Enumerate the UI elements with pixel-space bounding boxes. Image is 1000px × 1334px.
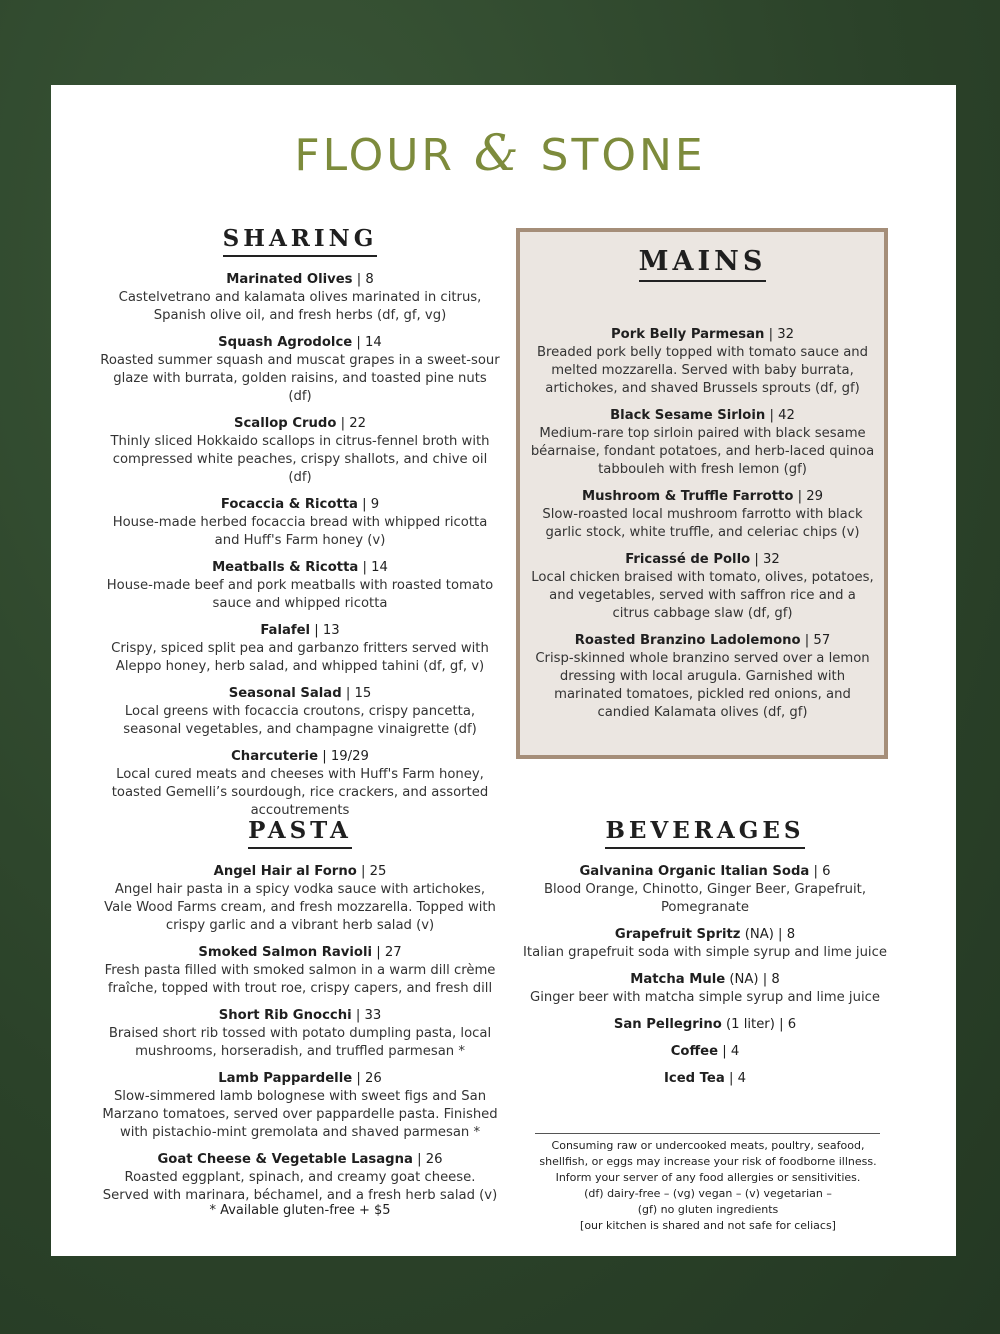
item-price: | 9: [357, 497, 380, 512]
item-price: | 32: [764, 327, 794, 342]
item-price: | 15: [341, 686, 372, 701]
item-description: Local greens with focaccia croutons, crispy pancetta, seasonal vegetables, and champagne vinaigrette (df): [123, 704, 477, 737]
item-price: | 26: [412, 1152, 443, 1167]
item-price: | 32: [750, 552, 780, 567]
item-price: (1 liter) | 6: [721, 1017, 797, 1032]
menu-item: [100, 334, 500, 406]
menu-item: [530, 488, 875, 542]
item-price: (NA) | 8: [740, 927, 796, 942]
item-price: | 8: [352, 272, 374, 287]
item-description: Medium-rare top sirloin paired with black sesame béarnaise, fondant potatoes, and herb-laced quinoa tabbouleh with fresh lemon (gf): [530, 426, 875, 477]
menu-item: [530, 632, 875, 722]
item-name: Short Rib Gnocchi: [218, 1008, 352, 1023]
item-name: Pork Belly Parmesan: [611, 327, 765, 342]
item-name: Galvanina Organic Italian Soda: [579, 864, 810, 879]
item-name: Iced Tea: [663, 1071, 725, 1086]
item-name: Lamb Pappardelle: [218, 1071, 353, 1086]
footnote-divider: [535, 1133, 880, 1134]
menu-item: [100, 271, 500, 325]
item-description: Braised short rib tossed with potato dumpling pasta, local mushrooms, horseradish, and truffled parmesan *: [108, 1026, 492, 1059]
kitchen-note: [our kitchen is shared and not safe for celiacs]: [580, 1219, 836, 1232]
menu-item: [100, 1151, 500, 1205]
logo-word-1: FLOUR: [294, 130, 455, 181]
section-title: BEVERAGES: [605, 817, 804, 849]
item-price: | 14: [358, 560, 388, 575]
item-description: Castelvetrano and kalamata olives marinated in citrus, Spanish olive oil, and fresh herbs (df, gf, vg): [118, 290, 482, 323]
item-name: Falafel: [260, 623, 311, 638]
item-price: | 19/29: [318, 749, 369, 764]
item-name: San Pellegrino: [613, 1017, 722, 1032]
item-description: Roasted eggplant, spinach, and creamy goat cheese. Served with marinara, béchamel, and a fresh herb salad (v): [102, 1170, 498, 1203]
item-name: Meatballs & Ricotta: [212, 560, 359, 575]
disclaimer-line: Inform your server of any food allergies or sensitivities.: [555, 1171, 861, 1184]
item-description: Crispy, spiced split pea and garbanzo fritters served with Aleppo honey, herb salad, and whipped tahini (df, gf, v): [111, 641, 489, 674]
item-description: Local chicken braised with tomato, olives, potatoes, and vegetables, served with saffron rice and a citrus cabbage slaw (df, gf): [531, 570, 874, 621]
item-description: Crisp-skinned whole branzino served over a lemon dressing with local arugula. Garnished with marinated tomatoes, pickled red onions, and candied Kalamata olives (df, gf): [535, 651, 870, 720]
item-name: Goat Cheese & Vegetable Lasagna: [157, 1152, 413, 1167]
item-name: Roasted Branzino Ladolemono: [574, 633, 801, 648]
item-price: | 27: [372, 945, 402, 960]
menu-item: [100, 748, 500, 820]
item-description: Fresh pasta filled with smoked salmon in a warm dill crème fraîche, topped with trout roe, crispy capers, and fresh dill: [104, 963, 496, 996]
item-price: | 6: [809, 864, 831, 879]
item-description: Local cured meats and cheeses with Huff's Farm honey, toasted Gemelli’s sourdough, rice crackers, and assorted accoutrements: [111, 767, 489, 818]
item-price: | 14: [352, 335, 382, 350]
logo-word-2: STONE: [540, 130, 706, 181]
item-price: | 25: [356, 864, 387, 879]
section-mains: [530, 246, 875, 731]
disclaimer-line: Consuming raw or undercooked meats, poultry, seafood,: [551, 1139, 865, 1152]
item-name: Black Sesame Sirloin: [610, 408, 766, 423]
menu-item: [520, 863, 890, 917]
item-name: Marinated Olives: [226, 272, 353, 287]
item-name: Smoked Salmon Ravioli: [198, 945, 373, 960]
menu-item: [520, 1070, 890, 1088]
item-price: | 4: [724, 1071, 746, 1086]
section-title: PASTA: [248, 817, 352, 849]
item-name: Coffee: [670, 1044, 719, 1059]
logo-ampersand: &: [474, 124, 522, 182]
item-name: Seasonal Salad: [228, 686, 342, 701]
menu-item: [100, 944, 500, 998]
item-name: Focaccia & Ricotta: [220, 497, 358, 512]
disclaimer-line: shellfish, or eggs may increase your risk of foodborne illness.: [539, 1155, 877, 1168]
item-name: Scallop Crudo: [233, 416, 337, 431]
item-price: (NA) | 8: [725, 972, 780, 987]
item-description: Slow-roasted local mushroom farrotto with black garlic stock, white truffle, and celeriac chips (v): [542, 507, 863, 540]
dietary-key-line: (df) dairy-free – (vg) vegan – (v) vegetarian –: [584, 1187, 832, 1200]
sharing-list: [100, 271, 500, 820]
menu-item: [100, 559, 500, 613]
item-description: Blood Orange, Chinotto, Ginger Beer, Grapefruit, Pomegranate: [543, 882, 867, 915]
menu-item: [520, 971, 890, 1007]
item-description: Angel hair pasta in a spicy vodka sauce with artichokes, Vale Wood Farms cream, and fresh mozzarella. Topped with crispy garlic and a vibrant herb salad (v): [104, 882, 496, 933]
item-description: Slow-simmered lamb bolognese with sweet figs and San Marzano tomatoes, served over pappardelle pasta. Finished with pistachio-mint gremolata and shaved parmesan *: [102, 1089, 498, 1140]
menu-item: [100, 863, 500, 935]
item-price: | 13: [310, 623, 340, 638]
menu-item: [530, 407, 875, 479]
menu-item: [100, 496, 500, 550]
item-price: | 22: [336, 416, 367, 431]
gluten-free-note: * Available gluten-free + $5: [209, 1203, 391, 1218]
item-name: Matcha Mule: [630, 972, 726, 987]
section-beverages: [520, 817, 890, 1097]
menu-item: [100, 415, 500, 487]
menu-item: [520, 1043, 890, 1061]
item-price: | 57: [800, 633, 831, 648]
item-name: Angel Hair al Forno: [213, 864, 357, 879]
item-price: | 33: [351, 1008, 382, 1023]
item-price: | 26: [352, 1071, 382, 1086]
menu-item: [100, 1070, 500, 1142]
pasta-list: [100, 863, 500, 1205]
item-description: Italian grapefruit soda with simple syrup and lime juice: [523, 945, 887, 960]
item-name: Grapefruit Spritz: [614, 927, 741, 942]
item-description: Breaded pork belly topped with tomato sauce and melted mozzarella. Served with baby burrata, artichokes, and shaved Brussels sprouts (df, gf): [536, 345, 869, 396]
section-sharing: [100, 225, 500, 829]
brand-logo: [0, 124, 1000, 182]
item-name: Squash Agrodolce: [218, 335, 353, 350]
item-description: House-made beef and pork meatballs with roasted tomato sauce and whipped ricotta: [106, 578, 494, 611]
menu-item: [530, 326, 875, 398]
item-price: | 29: [793, 489, 823, 504]
item-name: Mushroom & Truffle Farrotto: [582, 489, 794, 504]
item-name: Charcuterie: [231, 749, 319, 764]
item-name: Fricassé de Pollo: [625, 552, 751, 567]
menu-item: [520, 1016, 890, 1034]
mains-list: [530, 326, 875, 722]
item-price: | 4: [718, 1044, 740, 1059]
item-description: Roasted summer squash and muscat grapes in a sweet-sour glaze with burrata, golden raisins, and toasted pine nuts (df): [100, 353, 500, 404]
item-description: House-made herbed focaccia bread with whipped ricotta and Huff's Farm honey (v): [112, 515, 488, 548]
item-description: Ginger beer with matcha simple syrup and lime juice: [530, 990, 880, 1005]
section-title: MAINS: [639, 246, 767, 282]
menu-item: [100, 685, 500, 739]
allergy-disclaimer: [523, 1138, 893, 1234]
menu-item: [100, 1007, 500, 1061]
dietary-key-line: (gf) no gluten ingredients: [637, 1203, 779, 1216]
menu-item: [520, 926, 890, 962]
section-title: SHARING: [223, 225, 378, 257]
item-price: | 42: [765, 408, 795, 423]
item-description: Thinly sliced Hokkaido scallops in citrus-fennel broth with compressed white peaches, crispy shallots, and chive oil (df): [110, 434, 490, 485]
menu-item: [530, 551, 875, 623]
menu-item: [100, 622, 500, 676]
beverages-list: [520, 863, 890, 1088]
section-pasta: [100, 817, 500, 1214]
